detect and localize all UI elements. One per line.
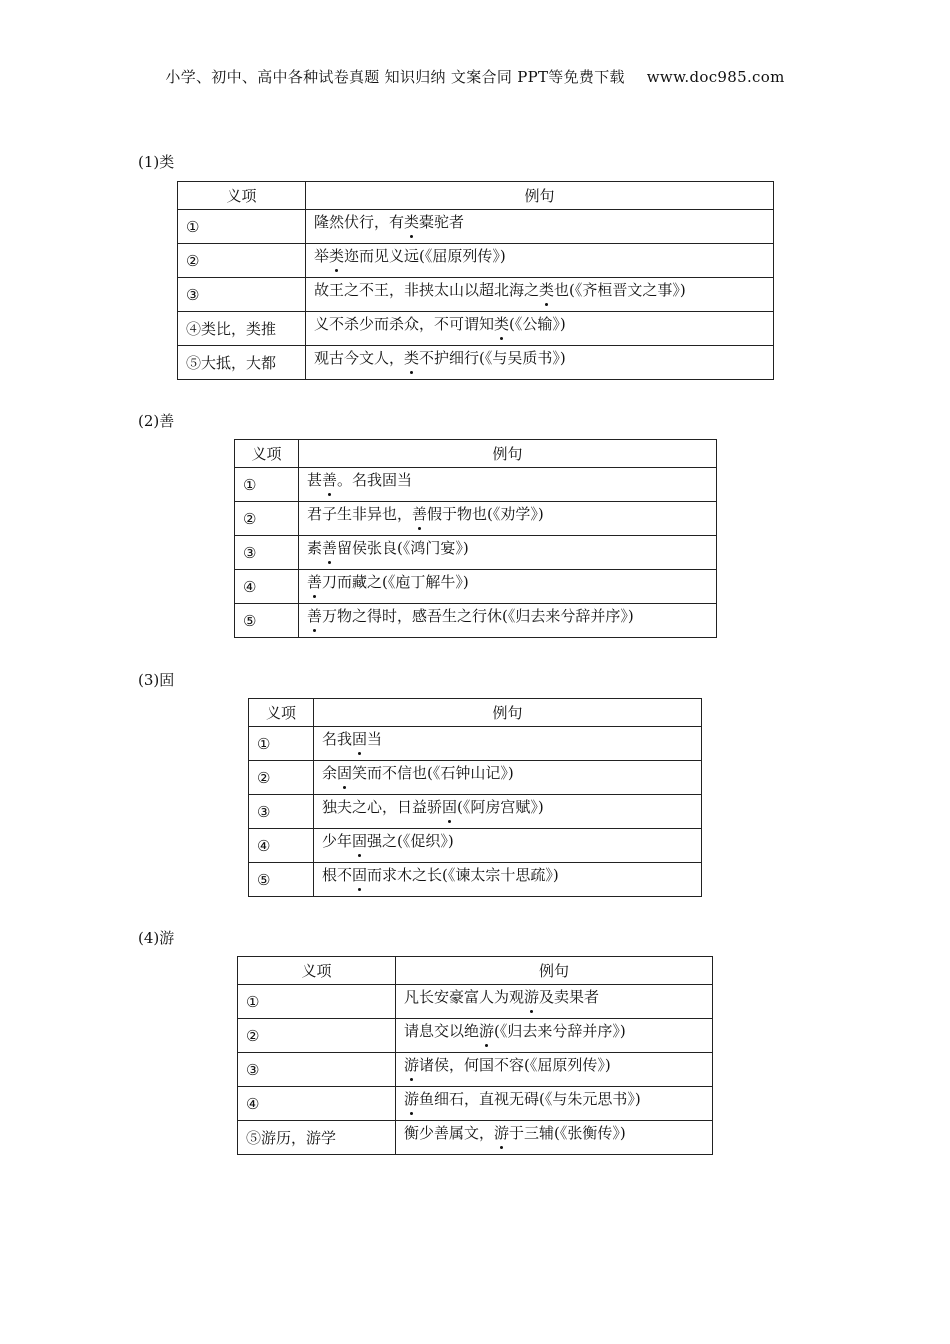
emphasized-char: 游	[494, 1124, 510, 1142]
column-header-sense: 义项	[249, 699, 314, 727]
emphasized-char: 善	[322, 471, 338, 489]
example-cell: 故王之不王，非挟太山以超北海之类也(《齐桓晋文之事》)	[306, 278, 774, 312]
page-header	[0, 66, 950, 87]
example-cell: 善万物之得时，感吾生之行休(《归去来兮辞并序》)	[299, 604, 717, 638]
table-row	[249, 863, 702, 897]
table-row	[249, 761, 702, 795]
emphasized-char: 善	[412, 505, 428, 523]
example-cell: 衡少善属文，游于三辅(《张衡传》)	[396, 1121, 713, 1155]
emphasized-char: 固	[337, 764, 353, 782]
emphasized-char: 善	[322, 539, 338, 557]
sense-cell: ④类比，类推	[178, 312, 306, 346]
example-cell: 观古今文人，类不护细行(《与吴质书》)	[306, 346, 774, 380]
emphasized-char: 游	[404, 1090, 420, 1108]
column-header-example: 例句	[396, 957, 713, 985]
sense-cell: ④	[238, 1087, 396, 1121]
table-row	[238, 1053, 713, 1087]
section-title: (4)游	[138, 929, 175, 947]
column-header-sense: 义项	[235, 440, 299, 468]
example-cell: 凡长安豪富人为观游及卖果者	[396, 985, 713, 1019]
example-cell: 君子生非异也，善假于物也(《劝学》)	[299, 502, 717, 536]
sense-cell: ②	[249, 761, 314, 795]
column-header-example: 例句	[299, 440, 717, 468]
example-cell: 游诸侯，何国不容(《屈原列传》)	[396, 1053, 713, 1087]
table-header-row	[178, 182, 774, 210]
sense-table	[234, 439, 717, 638]
emphasized-char: 善	[307, 607, 323, 625]
header-text: 小学、初中、高中各种试卷真题 知识归纳 文案合同 PPT等免费下载	[165, 68, 625, 86]
example-cell: 少年固强之(《促织》)	[314, 829, 702, 863]
section-title: (3)固	[138, 671, 175, 689]
sense-cell: ⑤	[249, 863, 314, 897]
table-row	[235, 570, 717, 604]
sense-cell: ②	[178, 244, 306, 278]
table-row	[178, 244, 774, 278]
example-cell: 名我固当	[314, 727, 702, 761]
table-row	[235, 468, 717, 502]
sense-cell: ⑤游历，游学	[238, 1121, 396, 1155]
sense-cell: ④	[235, 570, 299, 604]
example-cell: 甚善。名我固当	[299, 468, 717, 502]
sense-cell: ⑤大抵，大都	[178, 346, 306, 380]
example-cell: 游鱼细石，直视无碍(《与朱元思书》)	[396, 1087, 713, 1121]
table-header-row	[249, 699, 702, 727]
sense-cell: ③	[178, 278, 306, 312]
emphasized-char: 固	[442, 798, 458, 816]
sense-cell: ①	[178, 210, 306, 244]
emphasized-char: 游	[524, 988, 540, 1006]
sense-cell: ①	[249, 727, 314, 761]
example-cell: 余固笑而不信也(《石钟山记》)	[314, 761, 702, 795]
sense-table	[248, 698, 702, 897]
table-header-row	[238, 957, 713, 985]
example-cell: 请息交以绝游(《归去来兮辞并序》)	[396, 1019, 713, 1053]
table-row	[249, 795, 702, 829]
example-cell: 隆然伏行，有类橐驼者	[306, 210, 774, 244]
column-header-sense: 义项	[238, 957, 396, 985]
emphasized-char: 固	[352, 832, 368, 850]
section-title: (2)善	[138, 412, 175, 430]
emphasized-char: 游	[404, 1056, 420, 1074]
example-cell: 善刀而藏之(《庖丁解牛》)	[299, 570, 717, 604]
table-row	[178, 312, 774, 346]
section-title: (1)类	[138, 153, 175, 171]
example-cell: 素善留侯张良(《鸿门宴》)	[299, 536, 717, 570]
emphasized-char: 游	[479, 1022, 495, 1040]
sense-cell: ③	[235, 536, 299, 570]
emphasized-char: 善	[307, 573, 323, 591]
sense-cell: ①	[235, 468, 299, 502]
emphasized-char: 固	[352, 730, 368, 748]
table-row	[238, 985, 713, 1019]
column-header-sense: 义项	[178, 182, 306, 210]
emphasized-char: 类	[539, 281, 555, 299]
example-cell: 独夫之心，日益骄固(《阿房宫赋》)	[314, 795, 702, 829]
table-row	[178, 346, 774, 380]
emphasized-char: 固	[352, 866, 368, 884]
table-row	[178, 210, 774, 244]
sense-cell: ③	[249, 795, 314, 829]
column-header-example: 例句	[314, 699, 702, 727]
header-site: www.doc985.com	[646, 68, 785, 86]
table-row	[235, 502, 717, 536]
sense-table	[177, 181, 774, 380]
emphasized-char: 类	[329, 247, 345, 265]
column-header-example: 例句	[306, 182, 774, 210]
table-row	[249, 829, 702, 863]
emphasized-char: 类	[494, 315, 510, 333]
emphasized-char: 类	[404, 213, 420, 231]
sense-cell: ③	[238, 1053, 396, 1087]
table-row	[238, 1087, 713, 1121]
example-cell: 举类迩而见义远(《屈原列传》)	[306, 244, 774, 278]
table-row	[178, 278, 774, 312]
sense-cell: ④	[249, 829, 314, 863]
sense-cell: ②	[235, 502, 299, 536]
sense-cell: ②	[238, 1019, 396, 1053]
example-cell: 根不固而求木之长(《谏太宗十思疏》)	[314, 863, 702, 897]
emphasized-char: 类	[404, 349, 420, 367]
table-header-row	[235, 440, 717, 468]
table-row	[249, 727, 702, 761]
table-row	[238, 1121, 713, 1155]
sense-cell: ①	[238, 985, 396, 1019]
table-row	[235, 536, 717, 570]
table-row	[238, 1019, 713, 1053]
sense-table	[237, 956, 713, 1155]
example-cell: 义不杀少而杀众，不可谓知类(《公输》)	[306, 312, 774, 346]
sense-cell: ⑤	[235, 604, 299, 638]
table-row	[235, 604, 717, 638]
